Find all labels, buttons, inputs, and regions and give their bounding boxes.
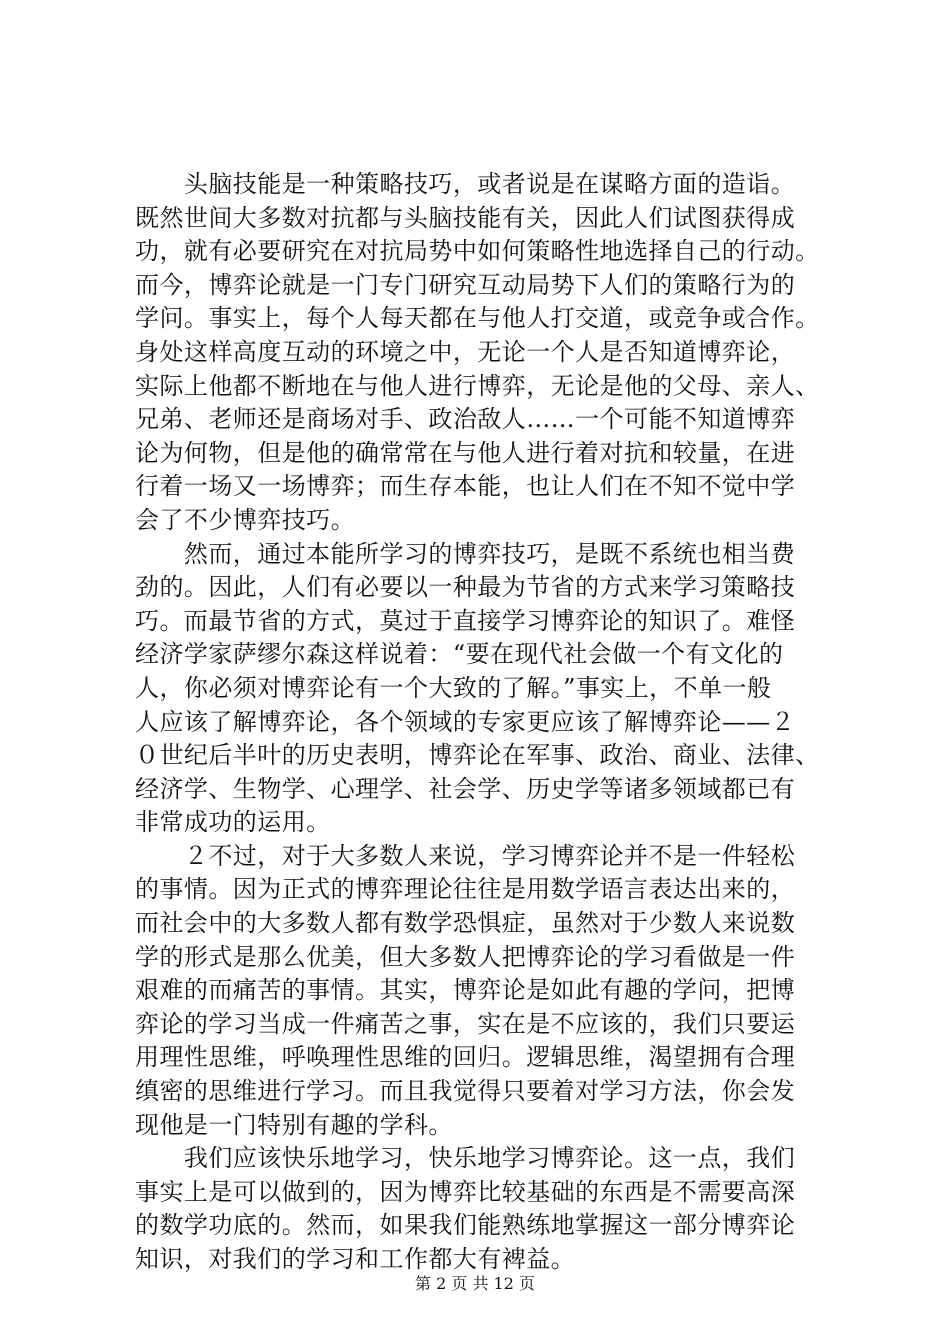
text-line: 头脑技能是一种策略技巧，或者说是在谋略方面的造诣。 <box>135 170 796 198</box>
text-line: 兄弟、老师还是商场对手、政治敌人……一个可能不知道博弈 <box>135 405 796 434</box>
body-text <box>135 168 820 1277</box>
text-line: 而社会中的大多数人都有数学恐惧症，虽然对于少数人来说数 <box>135 909 796 938</box>
text-line: 会了不少博弈技巧。 <box>135 505 356 534</box>
text-line: 我们应该快乐地学习，快乐地学习博弈论。这一点，我们 <box>135 1144 796 1173</box>
text-line: 事实上是可以做到的，因为博弈比较基础的东西是不需要高深 <box>135 1177 796 1206</box>
text-line: 经济学家萨缪尔森这样说着：“要在现代社会做一个有文化的 <box>135 640 784 669</box>
text-line: 学的形式是那么优美，但大多数人把博弈论的学习看做是一件 <box>135 942 796 971</box>
text-line: 身处这样高度互动的环境之中，无论一个人是否知道博弈论， <box>135 337 796 366</box>
text-line: ０世纪后半叶的历史表明，博弈论在军事、政治、商业、法律、 <box>135 741 820 770</box>
text-line: 的数学功底的。然而，如果我们能熟练地掌握这一部分博弈论 <box>135 1211 796 1240</box>
text-line: 然而，通过本能所学习的博弈技巧，是既不系统也相当费 <box>135 539 796 568</box>
text-line: 知识，对我们的学习和工作都大有裨益。 <box>135 1245 576 1273</box>
text-line: 学问。事实上，每个人每天都在与他人打交道，或竞争或合作。 <box>135 304 820 333</box>
text-line: 论为何物，但是他的确常常在与他人进行着对抗和较量，在进 <box>135 438 796 467</box>
text-line: 劲的。因此，人们有必要以一种最为节省的方式来学习策略技 <box>135 573 796 602</box>
text-line: 人，你必须对博弈论有一个大致的了解。”事实上，不单一般 <box>135 673 772 702</box>
text-line: 巧。而最节省的方式，莫过于直接学习博弈论的知识了。难怪 <box>135 606 796 635</box>
text-line: 弈论的学习当成一件痛苦之事，实在是不应该的，我们只要运 <box>135 1009 796 1038</box>
text-line: 的事情。因为正式的博弈理论往往是用数学语言表达出来的， <box>135 875 796 904</box>
text-line: 艰难的而痛苦的事情。其实，博弈论是如此有趣的学问，把博 <box>135 976 796 1005</box>
text-line: 既然世间大多数对抗都与头脑技能有关，因此人们试图获得成 <box>135 203 796 232</box>
text-line: 行着一场又一场博弈；而生存本能，也让人们在不知不觉中学 <box>135 472 796 501</box>
text-line: 实际上他都不断地在与他人进行博弈，无论是他的父母、亲人、 <box>135 371 820 400</box>
text-line: 用理性思维，呼唤理性思维的回归。逻辑思维，渴望拥有合理 <box>135 1043 796 1072</box>
text-line: ２不过，对于大多数人来说，学习博弈论并不是一件轻松 <box>135 841 796 870</box>
text-line: 而今，博弈论就是一门专门研究互动局势下人们的策略行为的 <box>135 270 796 299</box>
text-line: 现他是一门特别有趣的学科。 <box>135 1110 453 1139</box>
text-line: 人应该了解博弈论，各个领域的专家更应该了解博弈论——２ <box>135 707 796 736</box>
text-line: 缜密的思维进行学习。而且我觉得只要着对学习方法，你会发 <box>135 1077 796 1106</box>
text-line: 经济学、生物学、心理学、社会学、历史学等诸多领域都已有 <box>135 774 796 803</box>
page-number: 第 2 页 共 12 页 <box>415 1274 535 1293</box>
text-line: 功，就有必要研究在对抗局势中如何策略性地选择自己的行动。 <box>135 237 820 266</box>
page-footer <box>0 1274 950 1294</box>
text-line: 非常成功的运用。 <box>135 808 331 837</box>
